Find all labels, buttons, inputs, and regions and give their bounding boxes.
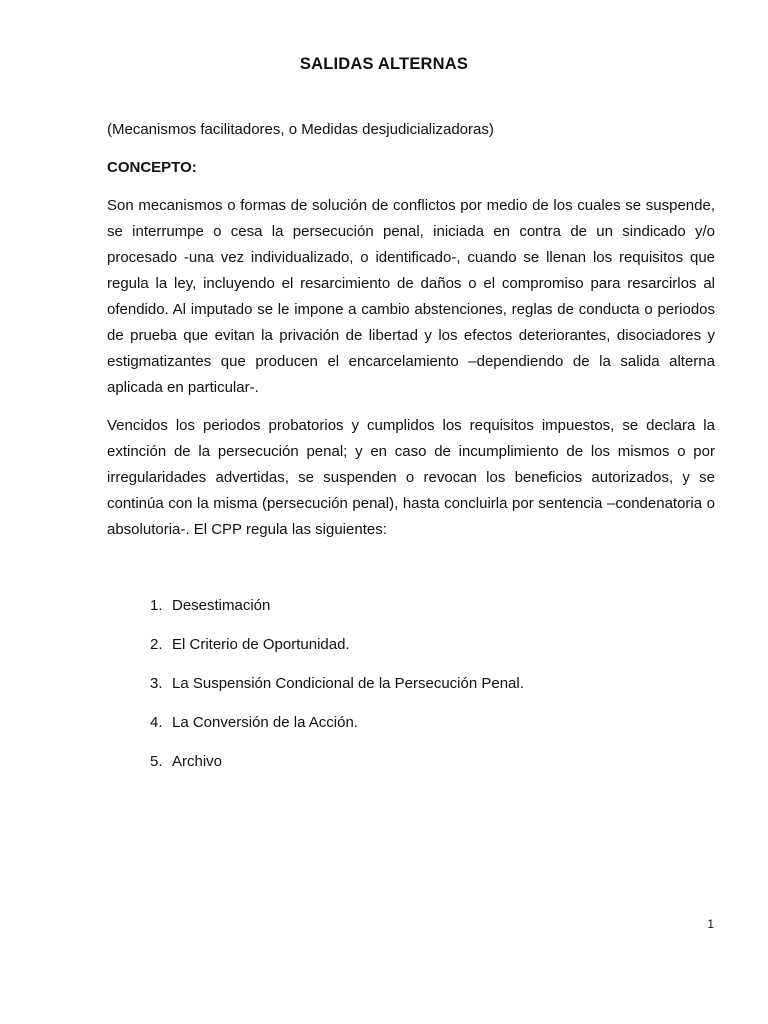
list-item-text: Desestimación — [172, 597, 271, 614]
salidas-list — [150, 593, 524, 788]
list-item — [150, 749, 524, 775]
list-item — [150, 593, 524, 619]
list-item-number: 3. — [150, 675, 163, 692]
list-item-number: 2. — [150, 636, 163, 653]
document-title: SALIDAS ALTERNAS — [299, 55, 469, 73]
paragraph-concept: Son mecanismos o formas de solución de conflictos por medio de los cuales se suspende, se interrumpe o cesa la persecución penal, iniciada en contra de un sindicado y/o procesado -una vez individualizado, o identificado-, cuando se llenan los requisitos que regula la ley, incluyendo el resarcimiento de daños o el compromiso para resarcirlos al ofendido. Al imputado se le impone a cambio abstenciones, reglas de conducta o periodos de prueba que evitan la privación de libertad y los efectos deteriorantes, disociadores y estigmatizantes que producen el encarcelamiento –dependiendo de la salida alterna aplicada en particular-. — [107, 197, 715, 396]
list-item — [150, 632, 524, 658]
section-heading: CONCEPTO: — [107, 159, 197, 176]
list-item-text: Archivo — [172, 753, 223, 770]
list-item-text: La Conversión de la Acción. — [172, 714, 358, 731]
paragraph-extinction: Vencidos los periodos probatorios y cumplidos los requisitos impuestos, se declara la extinción de la persecución penal; y en caso de incumplimiento de los mismos o por irregularidades advertidas, se suspenden o revocan los beneficios autorizados, y se continúa con la misma (persecución penal), hasta concluirla por sentencia –condenatoria o absolutoria-. El CPP regula las siguientes: — [107, 417, 715, 538]
list-item-text: La Suspensión Condicional de la Persecución Penal. — [172, 675, 524, 692]
list-item — [150, 710, 524, 736]
list-item-number: 4. — [150, 714, 163, 731]
list-item-text: El Criterio de Oportunidad. — [172, 636, 350, 653]
list-item — [150, 671, 524, 697]
page-number: 1 — [707, 917, 714, 931]
list-item-number: 5. — [150, 753, 163, 770]
document-subtitle: (Mecanismos facilitadores, o Medidas desjudicializadoras) — [107, 121, 494, 138]
list-item-number: 1. — [150, 597, 163, 614]
